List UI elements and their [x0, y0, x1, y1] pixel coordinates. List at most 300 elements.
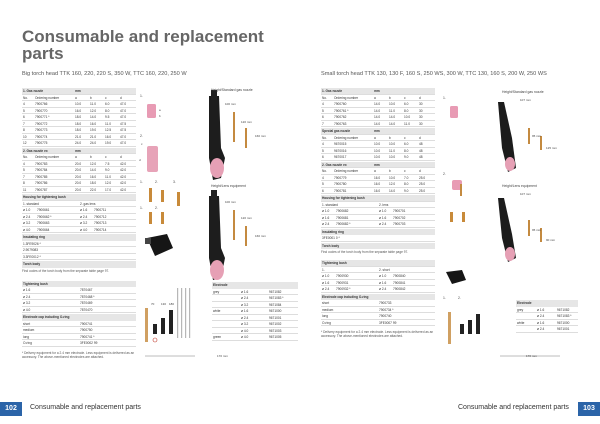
- table-cell: ø 1.6: [379, 280, 387, 285]
- letter-d: d: [139, 158, 141, 162]
- table-cell: 11.0: [105, 174, 111, 179]
- table-cell: 9670017: [334, 155, 347, 159]
- table-cell: green: [213, 335, 222, 339]
- table-cell: 42.0: [120, 161, 127, 166]
- table-cell: ø 2.4: [80, 214, 88, 219]
- table-cell: [516, 313, 536, 319]
- table-cell: ø 2.4: [241, 315, 249, 320]
- table-cell: 9671002: [269, 322, 282, 326]
- table-cell: 11: [23, 187, 27, 192]
- table-cell: No.: [23, 155, 28, 159]
- table-row: [22, 140, 136, 147]
- table-cell: 47.5: [120, 121, 127, 126]
- table-cell: ø 1.6: [379, 215, 387, 220]
- table-cell: 30: [419, 102, 423, 106]
- table-cell: 7900781: [334, 188, 347, 193]
- table-row: [516, 326, 578, 333]
- table-cell: ø 2.4: [379, 222, 387, 226]
- table-cell: No.: [322, 169, 327, 173]
- table-cell: 1.: [322, 267, 325, 272]
- table-cell: 9671000: [269, 309, 282, 313]
- page-title: Consumable and replacement parts: [22, 27, 264, 63]
- left-electrode-table: [212, 282, 298, 341]
- table-cell: ø 2.4: [379, 287, 387, 292]
- table-cell: mm: [374, 89, 380, 93]
- table-cell: 20.0: [75, 187, 82, 192]
- table-cell: 4: [322, 175, 324, 180]
- table-cell: 7900734 *: [379, 307, 394, 312]
- table-cell: 7900750: [80, 328, 93, 333]
- table-row: [321, 221, 435, 228]
- right-part-images: [440, 88, 580, 388]
- table-cell: 7900773: [35, 128, 48, 132]
- r-label-height-lens: Height/Lens equipment: [502, 184, 537, 188]
- r-dim-1c: 125 mm: [546, 146, 557, 150]
- table-cell: 9671082: [269, 289, 282, 294]
- table-cell: white: [213, 309, 221, 313]
- table-row: [321, 188, 435, 195]
- table-cell: 4: [322, 102, 324, 106]
- table-cell: a: [374, 169, 376, 173]
- num-7: 2.: [155, 206, 158, 210]
- table-cell: 9671083 *: [269, 296, 284, 300]
- table-row: [321, 121, 435, 128]
- table-cell: medium: [322, 307, 334, 312]
- table-cell: 3FE0002 99: [80, 341, 98, 346]
- table-cell: 7900930: [336, 274, 349, 279]
- table-cell: 2. lens: [379, 202, 389, 207]
- table-cell: 7900842: [393, 287, 406, 292]
- table-cell: a: [75, 155, 77, 159]
- span-170: 170 mm: [217, 354, 228, 358]
- table-cell: 42.0: [120, 187, 127, 192]
- table-cell: 14.0: [90, 115, 97, 119]
- page-number-left: 102: [0, 402, 22, 416]
- r-torch-body-note: Find codes of the torch body from the separate table page 97.: [321, 250, 409, 254]
- table-cell: 24.0: [90, 141, 97, 145]
- table-cell: 7.0: [404, 175, 409, 180]
- table-cell: d: [120, 155, 122, 159]
- table-cell: 7900682 *: [336, 222, 351, 226]
- table-cell: 5: [322, 108, 324, 113]
- table-cell: 11.0: [389, 108, 395, 113]
- table-cell: 9671001: [557, 327, 570, 331]
- table-cell: 3.3FE0012 *: [23, 254, 41, 259]
- table-cell: ø 1.0: [23, 208, 31, 212]
- table-cell: 7900681: [336, 215, 349, 220]
- table-cell: [135, 88, 136, 94]
- table-cell: 12.0: [105, 181, 112, 185]
- table-cell: 4: [23, 102, 25, 106]
- table-cell: 2. gas lens: [80, 201, 96, 206]
- table-cell: 7900931: [336, 280, 349, 285]
- num-6: 1.: [140, 206, 143, 210]
- table-cell: Housing for tightening bush: [23, 195, 66, 199]
- table-cell: 14.0: [389, 115, 396, 119]
- table-cell: c: [105, 95, 107, 100]
- table-cell: 7900662 *: [37, 214, 52, 219]
- table-row: [22, 307, 136, 314]
- letter-a: a: [159, 108, 161, 112]
- table-cell: ø 3.2: [241, 302, 249, 307]
- table-cell: 9.5: [105, 115, 110, 119]
- table-cell: 9671082: [557, 307, 570, 312]
- table-cell: ø 1.6: [241, 289, 249, 294]
- table-cell: 1. Gas nozzle: [23, 89, 44, 93]
- table-cell: 1. standard: [322, 202, 338, 207]
- right-subtitle: Small torch head TTK 130, 130 F, 160 S, 250 WS, 300 W, TTC 130, 160 S, 200 W, 250 WS: [321, 71, 547, 77]
- table-cell: long: [23, 334, 30, 339]
- table-cell: 10.0: [389, 142, 396, 146]
- table-cell: 7900762: [334, 115, 347, 119]
- r-dim-2b: 95 mm: [532, 228, 542, 232]
- table-cell: 7900761 *: [334, 108, 349, 113]
- r-dim-2c: 90 mm: [546, 238, 556, 242]
- table-cell: 7900763: [334, 121, 347, 126]
- table-cell: ø 1.0: [322, 209, 330, 213]
- table-cell: mm: [75, 148, 81, 153]
- table-cell: ø 4.0: [241, 335, 249, 339]
- table-cell: b: [389, 95, 391, 100]
- table-cell: 11.0: [389, 148, 395, 153]
- table-row: [321, 286, 435, 293]
- table-cell: 30: [419, 121, 423, 126]
- r-dim-2a: 107 mm: [520, 192, 531, 196]
- table-cell: 8.0: [404, 148, 409, 153]
- table-cell: 7900785: [35, 174, 48, 179]
- table-cell: ø 2.4: [23, 294, 31, 299]
- table-cell: 48: [419, 155, 423, 159]
- table-cell: 7900760: [334, 102, 347, 106]
- r-label-height-standard: Height/Standard gas nozzle: [502, 90, 544, 94]
- table-cell: 14.0: [374, 108, 381, 113]
- table-cell: mm: [374, 129, 380, 133]
- table-cell: 9671000: [557, 320, 570, 325]
- table-cell: 7900784: [35, 168, 48, 172]
- table-cell: 16.0: [374, 182, 381, 186]
- table-cell: 7900766: [35, 102, 48, 106]
- table-cell: 21.0: [75, 134, 82, 139]
- table-cell: b: [90, 95, 92, 100]
- table-cell: 47.5: [120, 128, 127, 132]
- table-cell: 12.0: [90, 108, 97, 113]
- table-cell: ø 1.6: [537, 320, 545, 325]
- table-cell: [212, 315, 240, 321]
- table-cell: 9.0: [105, 168, 110, 172]
- table-cell: 6: [322, 188, 324, 193]
- table-cell: c: [404, 169, 406, 173]
- table-cell: 22.0: [90, 187, 97, 192]
- table-cell: [434, 128, 435, 134]
- table-cell: 14.0: [374, 121, 381, 126]
- table-cell: 3FE0001 0 *: [322, 236, 340, 240]
- table-cell: 20.0: [75, 161, 82, 166]
- num-3: 1.: [140, 180, 143, 184]
- table-cell: 6: [322, 155, 324, 159]
- table-cell: 10.0: [389, 102, 396, 106]
- table-cell: 47.0: [120, 102, 127, 106]
- r-torch-body-section: Torch body: [321, 243, 435, 250]
- r-dim-1b: 95 mm: [532, 134, 542, 138]
- table-cell: c: [404, 135, 406, 140]
- table-cell: 7870469: [80, 301, 93, 306]
- table-cell: 7900741: [80, 321, 93, 326]
- table-cell: 6: [322, 115, 324, 119]
- table-cell: 7900771 *: [35, 115, 50, 119]
- table-row: [22, 340, 136, 347]
- r-num-2: 2.: [443, 172, 446, 176]
- table-cell: ø 2.4: [537, 327, 545, 331]
- left-tables: [22, 88, 136, 359]
- table-cell: [434, 162, 435, 168]
- table-cell: b: [389, 169, 391, 173]
- table-cell: 7900663: [37, 221, 50, 225]
- table-cell: d: [120, 95, 122, 100]
- table-cell: No.: [322, 135, 327, 140]
- table-cell: 7900780: [334, 182, 347, 186]
- table-cell: 6.0: [404, 142, 409, 146]
- table-cell: [516, 326, 536, 332]
- table-cell: ø 3.2: [80, 221, 88, 225]
- table-cell: ø 4.0: [80, 227, 88, 232]
- table-cell: ø 1.6: [80, 208, 88, 212]
- table-cell: 9.0: [404, 155, 409, 159]
- table-cell: ø 2.4: [23, 214, 31, 219]
- r-cap-section: Electrode cap including O-ring: [321, 294, 435, 301]
- gas-nozzle-pink: [147, 104, 156, 118]
- r-insulating-section: Insulating ring: [321, 229, 435, 236]
- table-cell: 4: [322, 142, 324, 146]
- table-cell: ø 1.0: [379, 274, 387, 279]
- table-cell: 7900701: [393, 209, 406, 213]
- table-cell: 30: [419, 115, 423, 119]
- num-2: 2.: [140, 134, 143, 138]
- table-cell: 8.0: [404, 108, 409, 113]
- table-cell: 12.0: [389, 182, 396, 186]
- r-electrode-section: Electrode: [516, 300, 578, 307]
- table-cell: [434, 88, 435, 94]
- page-number-right: 103: [578, 402, 600, 416]
- table-row: [22, 227, 136, 234]
- table-cell: 48: [419, 148, 423, 153]
- table-cell: [135, 148, 136, 154]
- table-cell: 10.0: [374, 148, 381, 153]
- table-cell: 5: [322, 182, 324, 186]
- left-subtitle: Big torch head TTK 160, 220, 220 S, 350 W, TTC 160, 220, 250 W: [22, 71, 187, 77]
- table-cell: ø 4.0: [23, 227, 31, 232]
- table-cell: [212, 295, 240, 301]
- table-row: [22, 187, 136, 194]
- table-cell: Housing for tightening bush: [322, 196, 365, 200]
- table-cell: white: [517, 320, 525, 325]
- table-cell: 7870467: [80, 288, 93, 293]
- table-cell: ø 4.0: [241, 328, 249, 333]
- table-cell: 18.0: [75, 121, 82, 126]
- table-cell: b: [389, 135, 391, 140]
- table-cell: 19.0: [90, 128, 97, 132]
- table-cell: ø 1.0: [379, 209, 387, 213]
- table-cell: 8: [23, 181, 25, 185]
- table-cell: ø 1.6: [322, 215, 330, 220]
- table-cell: No.: [322, 95, 327, 100]
- table-cell: 9.0: [404, 188, 409, 193]
- num-4: 2.: [155, 180, 158, 184]
- table-cell: c: [404, 95, 406, 100]
- table-cell: 10.0: [374, 155, 381, 159]
- table-cell: 10.0: [389, 175, 396, 180]
- table-cell: 6.0: [105, 102, 110, 106]
- table-cell: 14.0: [374, 102, 381, 106]
- table-cell: 14.0: [374, 115, 381, 119]
- table-cell: ø 2.4: [322, 287, 330, 292]
- right-footnote: * Delivery equipment for a 2.4 mm electrode. Less equipment is delivered as an accessory. The above-mentioned electrodes are attached.: [321, 330, 434, 339]
- table-cell: 42.0: [120, 168, 127, 172]
- table-cell: 9671003: [269, 328, 282, 333]
- left-footnote: * Delivery equipment for a 2.4 mm electrode. Less equipment is delivered as an accessory. The above-mentioned electrodes are attached.: [22, 350, 135, 359]
- table-cell: No.: [23, 95, 28, 100]
- table-cell: 9671005: [269, 335, 282, 339]
- table-cell: 7900703: [393, 222, 406, 226]
- table-cell: 12.0: [90, 161, 97, 166]
- table-cell: [212, 302, 240, 308]
- r-num-3: 1.: [443, 296, 446, 300]
- table-cell: 9671084: [269, 302, 282, 307]
- table-cell: 7900775: [35, 141, 48, 145]
- table-cell: 7870470: [80, 307, 93, 312]
- table-cell: 7900740: [379, 314, 392, 319]
- table-row: [321, 154, 435, 161]
- table-cell: 14.0: [389, 188, 396, 193]
- tightening-section: Tightening bush: [22, 281, 136, 288]
- table-cell: ø 2.4: [537, 314, 545, 318]
- table-cell: 7: [23, 174, 25, 179]
- table-cell: 12: [23, 141, 27, 145]
- table-cell: 9671083 *: [557, 314, 572, 318]
- table-cell: 16.0: [105, 134, 112, 139]
- table-cell: 7900772: [35, 121, 48, 126]
- table-cell: 25.0: [419, 188, 426, 193]
- table-cell: 20.0: [75, 181, 82, 185]
- dim-2b: 120 mm: [241, 216, 252, 220]
- right-electrode-table: [516, 300, 578, 333]
- table-cell: 7900786: [35, 181, 48, 185]
- right-tables: [321, 88, 435, 339]
- table-cell: 3FE0007 99: [379, 320, 397, 325]
- r-span-170: 170 mm: [526, 354, 537, 358]
- table-cell: 7900841: [393, 280, 406, 285]
- footer-right: Consumable and replacement parts: [458, 404, 569, 411]
- table-cell: 47.0: [120, 141, 127, 145]
- dim-1c: 160 mm: [255, 134, 266, 138]
- table-cell: 7.5: [105, 161, 110, 166]
- table-cell: 12.5: [105, 128, 112, 132]
- table-cell: 14.0: [389, 121, 396, 126]
- table-cell: long: [322, 314, 329, 319]
- table-cell: Ordering number: [334, 135, 359, 140]
- table-cell: 7900779: [334, 175, 347, 180]
- table-cell: O-ring: [23, 341, 32, 346]
- table-cell: 16.0: [374, 175, 381, 180]
- table-cell: 5: [322, 148, 324, 153]
- table-cell: 1. Gas nozzle: [322, 89, 343, 93]
- size-3: 180: [169, 302, 175, 306]
- table-cell: 10.0: [75, 102, 82, 106]
- table-cell: 48: [419, 142, 423, 146]
- table-cell: 8: [23, 128, 25, 132]
- table-cell: c: [105, 155, 107, 159]
- table-cell: 2. Gas nozzle ex: [322, 162, 347, 167]
- table-cell: O-ring: [322, 320, 331, 325]
- table-cell: 25.0: [419, 175, 426, 180]
- table-cell: 14.0: [90, 168, 97, 172]
- table-cell: 16.0: [75, 108, 82, 113]
- table-cell: 8.0: [105, 108, 110, 113]
- table-cell: 7900733: [379, 301, 392, 306]
- table-cell: 10: [23, 134, 27, 139]
- table-cell: 11.0: [404, 121, 410, 126]
- table-cell: 47.0: [120, 115, 127, 119]
- table-cell: 18.0: [90, 181, 97, 185]
- torch-body-section: Torch body: [22, 261, 136, 268]
- table-cell: 18.0: [75, 128, 82, 132]
- table-row: [321, 235, 435, 242]
- size-1: 70: [151, 302, 155, 306]
- footer-left: Consumable and replacement parts: [30, 404, 141, 411]
- table-cell: 16.0: [90, 121, 97, 126]
- table-cell: ø 3.2: [23, 301, 31, 306]
- table-cell: 7900714: [94, 227, 107, 232]
- table-cell: ø 4.0: [23, 307, 31, 312]
- table-cell: ø 1.6: [537, 307, 545, 312]
- dim-1b: 120 mm: [241, 120, 252, 124]
- num-1: 1.: [140, 94, 143, 98]
- table-cell: 2. short: [379, 267, 390, 272]
- table-cell: 7900840: [393, 274, 406, 279]
- table-cell: ø 2.4: [241, 296, 249, 300]
- table-cell: 7900702: [393, 215, 406, 220]
- table-cell: 5: [23, 168, 25, 172]
- table-cell: 16.0: [374, 188, 381, 193]
- table-cell: 47.0: [120, 108, 127, 113]
- table-cell: 7900711: [94, 208, 107, 212]
- table-cell: 5: [23, 108, 25, 113]
- table-cell: 1.3FE9026 *: [23, 241, 41, 246]
- table-cell: 10.0: [404, 115, 411, 119]
- table-cell: b: [90, 155, 92, 159]
- table-cell: 9670016: [334, 148, 347, 153]
- table-cell: grey: [213, 289, 220, 294]
- table-cell: d: [419, 95, 421, 100]
- table-cell: 8.0: [404, 182, 409, 186]
- dim-2a: 100 mm: [225, 200, 236, 204]
- table-cell: 7: [23, 121, 25, 126]
- table-cell: Ordering number: [334, 169, 359, 173]
- table-cell: Ordering number: [35, 95, 60, 100]
- table-row: [321, 320, 435, 327]
- table-cell: 16.0: [90, 174, 97, 179]
- table-cell: 7900787: [35, 187, 48, 192]
- table-cell: 9671001: [269, 315, 282, 320]
- table-cell: 20.0: [75, 168, 82, 172]
- letter-b: b: [159, 114, 161, 118]
- left-part-images: [137, 88, 297, 388]
- table-cell: Ordering number: [334, 95, 359, 100]
- table-cell: a: [75, 95, 77, 100]
- table-cell: 30: [419, 108, 423, 113]
- table-cell: short: [322, 301, 330, 306]
- table-cell: 21.0: [90, 134, 97, 139]
- table-cell: ø 3.2: [23, 221, 31, 225]
